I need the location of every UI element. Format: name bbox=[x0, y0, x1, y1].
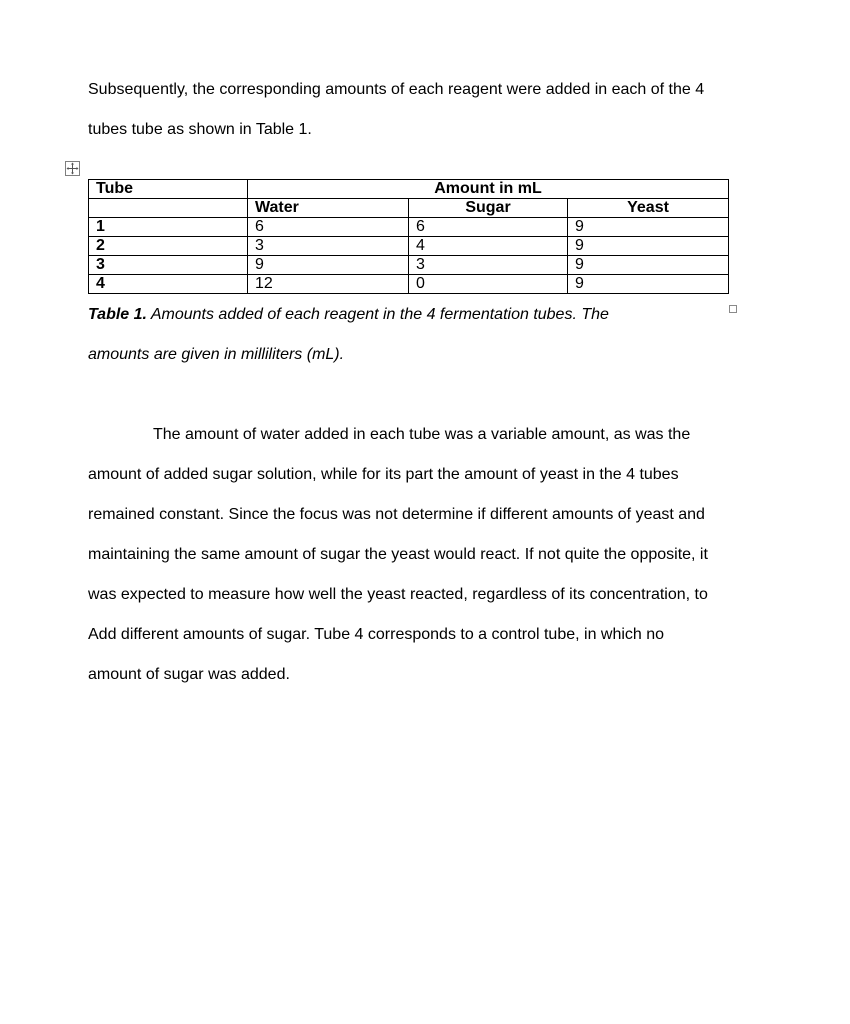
table-header-row bbox=[89, 180, 729, 199]
body-paragraph bbox=[88, 415, 778, 695]
table-row bbox=[89, 275, 729, 294]
cell-tube: 3 bbox=[89, 256, 248, 275]
subheader-sugar: Sugar bbox=[409, 199, 568, 218]
caption-line-2: amounts are given in milliliters (mL). bbox=[88, 346, 345, 363]
cell-tube: 4 bbox=[89, 275, 248, 294]
body-line: amount of added sugar solution, while for its part the amount of yeast in the 4 tubes bbox=[88, 466, 679, 483]
cell-sugar: 3 bbox=[409, 256, 568, 275]
body-line: Add different amounts of sugar. Tube 4 corresponds to a control tube, in which no bbox=[88, 626, 665, 643]
header-amount: Amount in mL bbox=[248, 180, 729, 199]
header-tube: Tube bbox=[89, 180, 248, 199]
subheader-water: Water bbox=[248, 199, 409, 218]
intro-line-2: tubes tube as shown in Table 1. bbox=[88, 121, 312, 138]
subheader-empty bbox=[89, 199, 248, 218]
cell-yeast: 9 bbox=[568, 256, 729, 275]
table-subheader-row bbox=[89, 199, 729, 218]
cell-yeast: 9 bbox=[568, 237, 729, 256]
cell-tube: 1 bbox=[89, 218, 248, 237]
body-line: was expected to measure how well the yeast reacted, regardless of its concentration, to bbox=[88, 586, 708, 603]
body-line: amount of sugar was added. bbox=[88, 666, 290, 683]
intro-paragraph bbox=[88, 70, 778, 150]
cell-sugar: 0 bbox=[409, 275, 568, 294]
reagent-table bbox=[88, 179, 729, 294]
cell-yeast: 9 bbox=[568, 275, 729, 294]
cell-sugar: 4 bbox=[409, 237, 568, 256]
body-line: remained constant. Since the focus was not determine if different amounts of yeast and bbox=[88, 506, 705, 523]
body-line: The amount of water added in each tube was a variable amount, as was the bbox=[153, 426, 691, 443]
caption-label: Table 1. bbox=[88, 306, 147, 323]
subheader-yeast: Yeast bbox=[568, 199, 729, 218]
table-row bbox=[89, 218, 729, 237]
caption-line-1: Amounts added of each reagent in the 4 fermentation tubes. The bbox=[146, 306, 609, 323]
body-line: maintaining the same amount of sugar the yeast would react. If not quite the opposite, it bbox=[88, 546, 708, 563]
cell-yeast: 9 bbox=[568, 218, 729, 237]
cell-sugar: 6 bbox=[409, 218, 568, 237]
cell-water: 9 bbox=[248, 256, 409, 275]
table-move-handle-icon[interactable] bbox=[65, 161, 80, 176]
table-resize-handle[interactable] bbox=[729, 305, 737, 313]
table-caption bbox=[88, 295, 718, 375]
cell-tube: 2 bbox=[89, 237, 248, 256]
table-row bbox=[89, 237, 729, 256]
cell-water: 12 bbox=[248, 275, 409, 294]
cell-water: 6 bbox=[248, 218, 409, 237]
intro-line-1: Subsequently, the corresponding amounts of each reagent were added in each of the 4 bbox=[88, 81, 705, 98]
table-row bbox=[89, 256, 729, 275]
cell-water: 3 bbox=[248, 237, 409, 256]
